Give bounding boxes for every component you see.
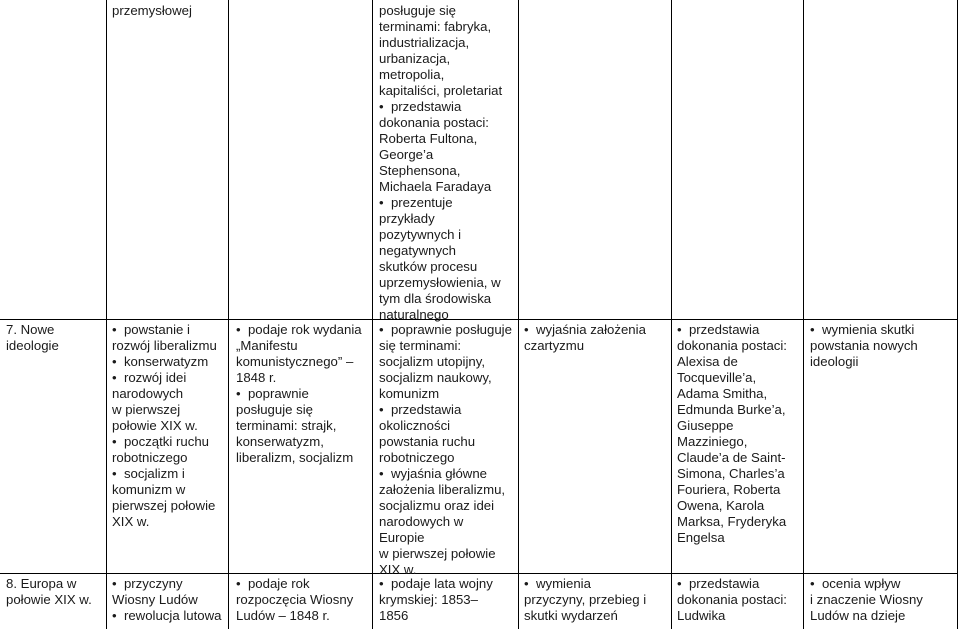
text-line: metropolia,: [379, 67, 445, 82]
text-line: robotniczego: [379, 450, 455, 465]
text-line: liberalizm, socjalizm: [236, 450, 354, 465]
text-line: okoliczności: [379, 418, 451, 433]
text-line: uprzemysłowienia, w: [379, 275, 501, 290]
bullet-item: • socjalizm i: [112, 466, 217, 482]
text-line: przyczyny, przebieg i: [524, 592, 647, 607]
bullet-item: • poprawnie: [236, 386, 362, 402]
row7-col7: [810, 322, 918, 370]
row8-col7: [810, 576, 923, 624]
text-line: Ludwika: [677, 608, 726, 623]
bullet-item: • powstanie i: [112, 322, 217, 338]
row8-topic-line2: połowie XIX w.: [6, 592, 92, 607]
text-line: skutki wydarzeń: [524, 608, 618, 623]
text-line: Marksa, Fryderyka: [677, 514, 787, 529]
text-line: socjalizm naukowy,: [379, 370, 492, 385]
row7-col6: [677, 322, 787, 546]
top-cell-col2: [112, 3, 192, 19]
bullet-item: • wymienia: [524, 576, 646, 592]
text-line: przykłady: [379, 211, 435, 226]
text-line: terminami: strajk,: [236, 418, 337, 433]
bullet-item: • podaje rok wydania: [236, 322, 362, 338]
text-line: ideologii: [810, 354, 859, 369]
text-line: założenia liberalizmu,: [379, 482, 506, 497]
text-line: komunistycznego” –: [236, 354, 354, 369]
grid-vline-4: [518, 0, 519, 629]
text-line: połowie XIX w.: [112, 418, 198, 433]
text-line: „Manifestu: [236, 338, 298, 353]
text-line: Giuseppe: [677, 418, 734, 433]
text-line: Adama Smitha,: [677, 386, 768, 401]
text-line: Owena, Karola: [677, 498, 765, 513]
row8-col3: [236, 576, 353, 624]
row8-col5: [524, 576, 646, 624]
text-line: terminami: fabryka,: [379, 19, 492, 34]
bullet-item: • rewolucja lutowa: [112, 608, 221, 624]
row8-topic: [6, 576, 92, 608]
text-line: XIX w.: [112, 514, 150, 529]
text-line: Ludów na dzieje: [810, 608, 906, 623]
text-line: narodowych: [112, 386, 184, 401]
text-line: robotniczego: [112, 450, 188, 465]
text-line: Engelsa: [677, 530, 725, 545]
text-line: pierwszej połowie: [112, 498, 216, 513]
bullet-item: • przedstawia: [379, 402, 512, 418]
text-line: dokonania postaci:: [379, 115, 489, 130]
text-line: dokonania postaci:: [677, 338, 787, 353]
bullet-item: • wyjaśnia główne: [379, 466, 512, 482]
text-line: socjalizm utopijny,: [379, 354, 486, 369]
bullet-item: • konserwatyzm: [112, 354, 217, 370]
text-line: Wiosny Ludów: [112, 592, 198, 607]
bullet-item: • wyjaśnia założenia: [524, 322, 646, 338]
bullet-item: • podaje rok: [236, 576, 353, 592]
text-line: 1848 r.: [236, 370, 277, 385]
text-line: w pierwszej połowie: [379, 546, 496, 561]
bullet-item: • prezentuje: [379, 195, 502, 211]
text-line: powstania nowych: [810, 338, 918, 353]
bullet-item: • przyczyny: [112, 576, 221, 592]
bullet-item: • przedstawia: [677, 576, 787, 592]
text-line: czartyzmu: [524, 338, 585, 353]
text-line: powstania ruchu: [379, 434, 476, 449]
text-line: Edmunda Burke’a,: [677, 402, 786, 417]
text-line: naturalnego: [379, 307, 449, 322]
row7-col2: [112, 322, 217, 530]
row8-col4: [379, 576, 493, 624]
text-line: Stephensona,: [379, 163, 461, 178]
grid-vline-3: [372, 0, 373, 629]
text-line: krymskiej: 1853–: [379, 592, 478, 607]
text-line: urbanizacja,: [379, 51, 451, 66]
text-line: Mazziniego,: [677, 434, 748, 449]
text-line: konserwatyzm,: [236, 434, 324, 449]
top-cell-col2-text: przemysłowej: [112, 3, 192, 18]
grid-vline-5: [671, 0, 672, 629]
bullet-item: • rozwój idei: [112, 370, 217, 386]
bullet-item: • podaje lata wojny: [379, 576, 493, 592]
text-line: industrializacja,: [379, 35, 470, 50]
text-line: 1856: [379, 608, 409, 623]
text-line: Roberta Fultona,: [379, 131, 478, 146]
text-line: i znaczenie Wiosny: [810, 592, 923, 607]
text-line: rozpoczęcia Wiosny: [236, 592, 354, 607]
text-line: negatywnych: [379, 243, 456, 258]
text-line: pozytywnych i: [379, 227, 462, 242]
text-line: Europie: [379, 530, 425, 545]
text-line: Fouriera, Roberta: [677, 482, 781, 497]
grid-vline-1: [106, 0, 107, 629]
text-line: posługuje się: [236, 402, 313, 417]
row8-topic-line1: 8. Europa w: [6, 576, 77, 591]
row7-col5: [524, 322, 646, 354]
grid-vline-7: [957, 0, 958, 629]
text-line: narodowych w: [379, 514, 464, 529]
text-line: komunizm w: [112, 482, 186, 497]
row7-col3: [236, 322, 362, 466]
bullet-item: • przedstawia: [379, 99, 502, 115]
text-line: tym dla środowiska: [379, 291, 492, 306]
text-line: Alexisa de: [677, 354, 738, 369]
row8-col2: [112, 576, 221, 624]
row7-topic: [6, 322, 59, 354]
row7-col4: [379, 322, 512, 578]
text-line: George’a: [379, 147, 434, 162]
grid-vline-2: [228, 0, 229, 629]
text-line: socjalizmu oraz idei: [379, 498, 495, 513]
row7-topic-line1: 7. Nowe: [6, 322, 55, 337]
bullet-item: • ocenia wpływ: [810, 576, 923, 592]
text-line: Claude’a de Saint-: [677, 450, 786, 465]
bullet-item: • przedstawia: [677, 322, 787, 338]
text-line: Tocqueville’a,: [677, 370, 757, 385]
bullet-item: • poprawnie posługuje: [379, 322, 512, 338]
text-line: dokonania postaci:: [677, 592, 787, 607]
row8-col6: [677, 576, 787, 624]
row7-topic-line2: ideologie: [6, 338, 59, 353]
text-line: posługuje się: [379, 3, 456, 18]
text-line: kapitaliści, proletariat: [379, 83, 503, 98]
text-line: Simona, Charles’a: [677, 466, 785, 481]
text-line: Michaela Faradaya: [379, 179, 492, 194]
top-cell-col4: [379, 3, 502, 323]
text-line: skutków procesu: [379, 259, 478, 274]
text-line: XIX w.: [379, 562, 417, 577]
text-line: komunizm: [379, 386, 440, 401]
text-line: Ludów – 1848 r.: [236, 608, 330, 623]
text-line: się terminami:: [379, 338, 462, 353]
text-line: w pierwszej: [112, 402, 181, 417]
grid-vline-6: [803, 0, 804, 629]
bullet-item: • wymienia skutki: [810, 322, 918, 338]
text-line: rozwój liberalizmu: [112, 338, 217, 353]
bullet-item: • początki ruchu: [112, 434, 217, 450]
